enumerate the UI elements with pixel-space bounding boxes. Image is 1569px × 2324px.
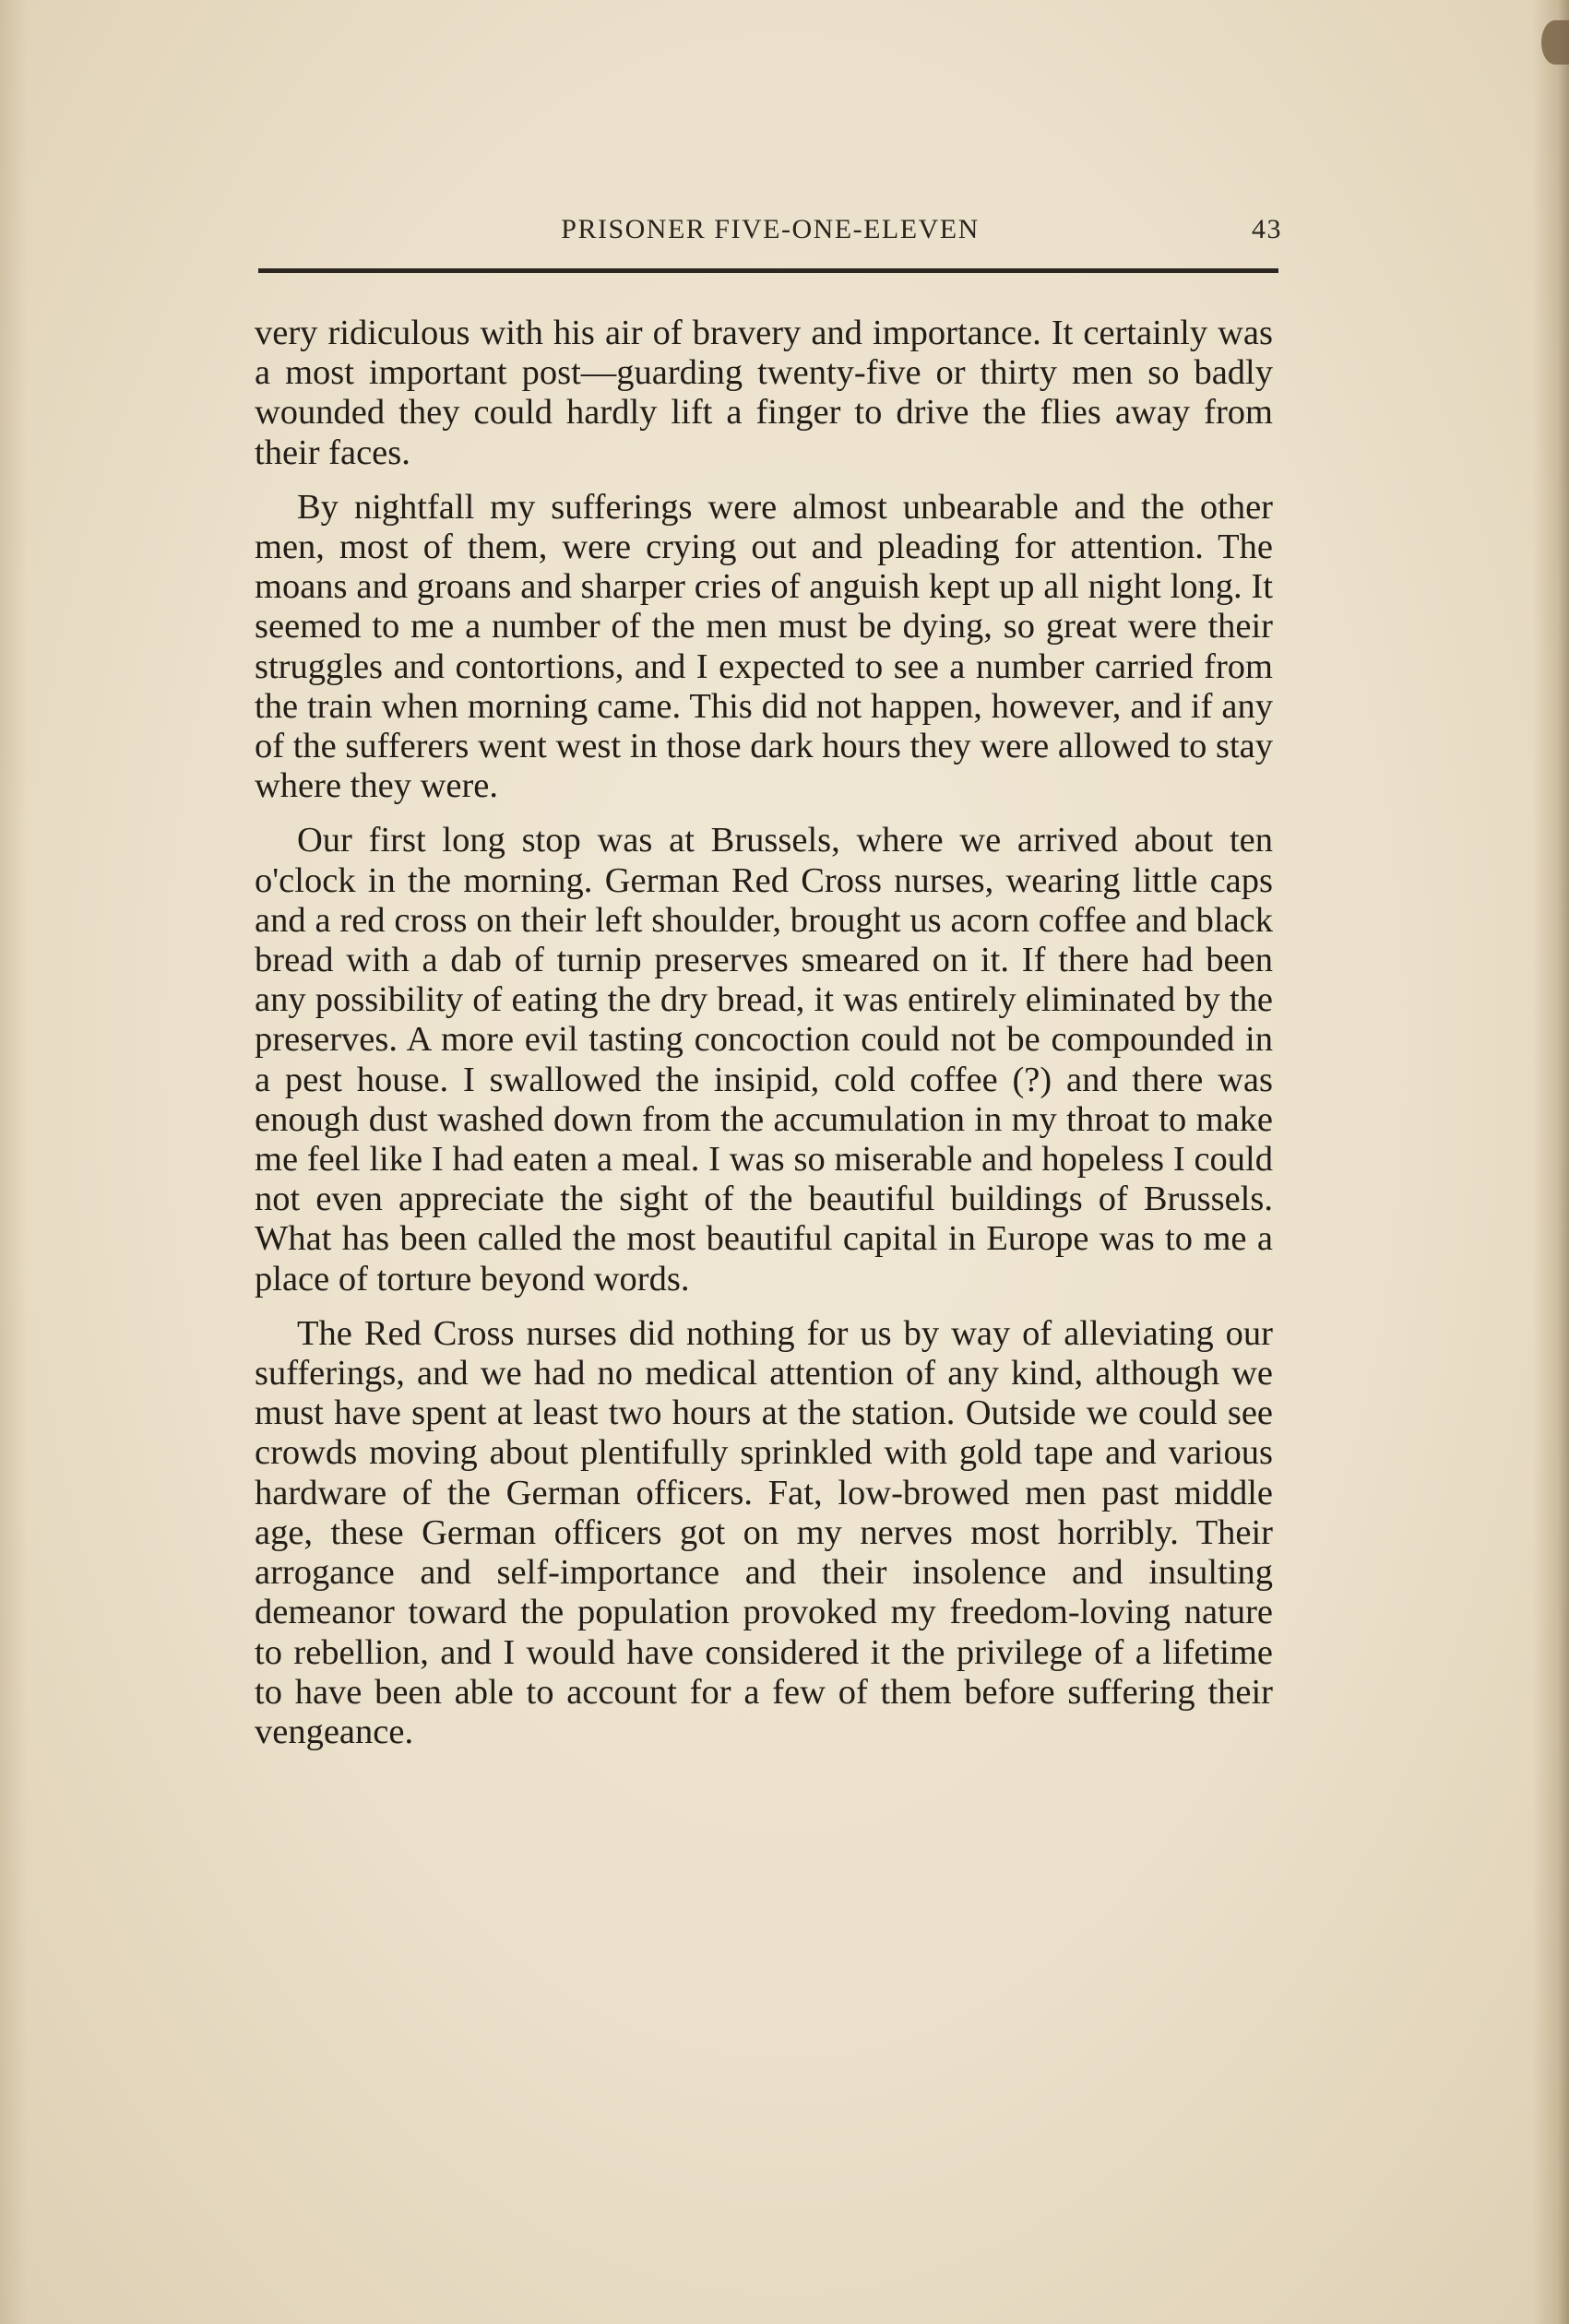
paragraph: By nightfall my sufferings were almost unbearable and the other men, most of them, were crying out and pleading for attention. The moans and groans and sharper cries of anguish kept up all night long. It seemed to me a number of the men must be dying, so great were their struggles and contortions, and I expected to see a number carried from the train when morning came. This did not happen, however, and if any of the sufferers went west in those dark hours they were allowed to stay where they were. <box>255 487 1273 806</box>
page-edge-left <box>0 0 28 2324</box>
paragraph: The Red Cross nurses did nothing for us by way of alleviating our sufferings, and we had no medical attention of any kind, although we must have spent at least two hours at the station. Outside we could see crowds moving about plentifully sprinkled with gold tape and various hardware of the German officers. Fat, low-browed men past middle age, these German officers got on my nerves most horribly. Their arrogance and self-importance and their insolence and insulting demeanor toward the population provoked my freedom-loving nature to rebellion, and I would have considered it the privilege of a lifetime to have been able to account for a few of them before suffering their vengeance. <box>255 1313 1273 1751</box>
paragraph: Our first long stop was at Brussels, where we arrived about ten o'clock in the morning. German Red Cross nurses, wearing little caps and a red cross on their left shoulder, brought us acorn coffee and black bread with a dab of turnip preserves smeared on it. If there had been any possibility of eating the dry bread, it was entirely eliminated by the preserves. A more evil tasting concoction could not be compounded in a pest house. I swallowed the insipid, cold coffee (?) and there was enough dust washed down from the accumulation in my throat to make me feel like I had eaten a meal. I was so miserable and hopeless I could not even appreciate the sight of the beautiful buildings of Brussels. What has been called the most beautiful capital in Europe was to me a place of torture beyond words. <box>255 821 1273 1298</box>
running-header <box>258 214 1282 255</box>
body-text <box>255 314 1273 1767</box>
header-rule <box>258 268 1278 273</box>
page-number: 43 <box>1252 214 1282 244</box>
page-edge-right <box>1532 0 1569 2324</box>
running-title: PRISONER FIVE-ONE-ELEVEN <box>561 214 980 244</box>
paragraph-continued: very ridiculous with his air of bravery and importance. It certainly was a most important post—guarding twenty-five or thirty men so badly wounded they could hardly lift a finger to drive the flies away from their faces. <box>255 314 1273 472</box>
page-corner-stain <box>1541 20 1569 65</box>
